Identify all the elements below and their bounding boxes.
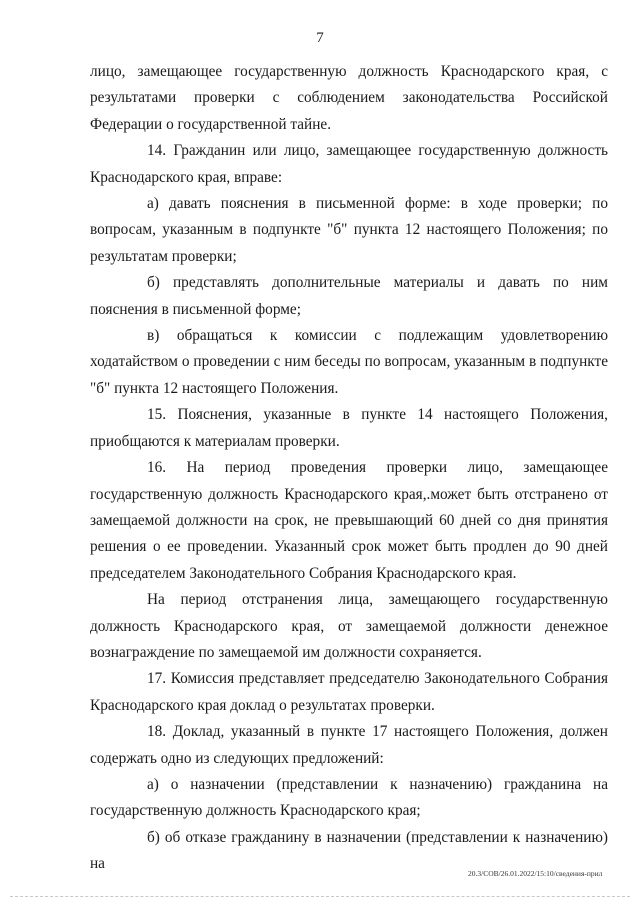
paragraph-item-18: 18. Доклад, указанный в пункте 17 настоящего Положения, должен содержать одно из следующих предложений: (90, 723, 608, 767)
paragraph-item-16: 16. На период проведения проверки лицо, замещающее государственную должность Краснодарского края,.может быть отстранено от замещаемой должности на срок, не превышающий 60 дней со дня принятия решения о ее проведении. Указанный срок может быть продлен до 90 дней председателем Законодательного Собрания Краснодарского края. (90, 459, 608, 582)
paragraph-item-18a: а) о назначении (представлении к назначению) гражданина на государственную должность Краснодарского края; (90, 775, 608, 820)
document-body (90, 59, 608, 878)
paragraph-item-14v: в) обращаться к комиссии с подлежащим удовлетворению ходатайством о проведении с ним беседы по вопросам, указанным в подпункте "б" пункта 12 настоящего Положения. (90, 327, 608, 397)
document-reference-code: 20.3/СОВ/26.01.2022/15:10/сведения-прил (468, 869, 603, 878)
page-number: 7 (316, 30, 324, 46)
paragraph-item-17: 17. Комиссия представляет председателю Законодательного Собрания Краснодарского края доклад о результатах проверки. (90, 670, 608, 714)
paragraph-item-14b: б) представлять дополнительные материалы и давать по ним пояснения в письменной форме; (90, 274, 608, 318)
paragraph-continuation: лицо, замещающее государственную должность Краснодарского края, с результатами проверки с соблюдением законодательства Российской Федерации о государственной тайне. (90, 63, 608, 133)
paragraph-item-15: 15. Пояснения, указанные в пункте 14 настоящего Положения, приобщаются к материалам проверки. (90, 406, 608, 450)
paragraph-item-14a: а) давать пояснения в письменной форме: в ходе проверки; по вопросам, указанным в подпункте "б" пункта 12 настоящего Положения; по результатам проверки; (90, 195, 608, 265)
page-bottom-divider (10, 896, 630, 897)
paragraph-item-14: 14. Гражданин или лицо, замещающее государственную должность Краснодарского края, вправе: (90, 142, 608, 186)
paragraph-item-16-suspension: На период отстранения лица, замещающего государственную должность Краснодарского края, от замещаемой должности денежное вознаграждение по замещаемой им должности сохраняется. (90, 591, 608, 661)
paragraph-item-18b: б) об отказе гражданину в назначении (представлении к назначению) на (90, 828, 608, 873)
